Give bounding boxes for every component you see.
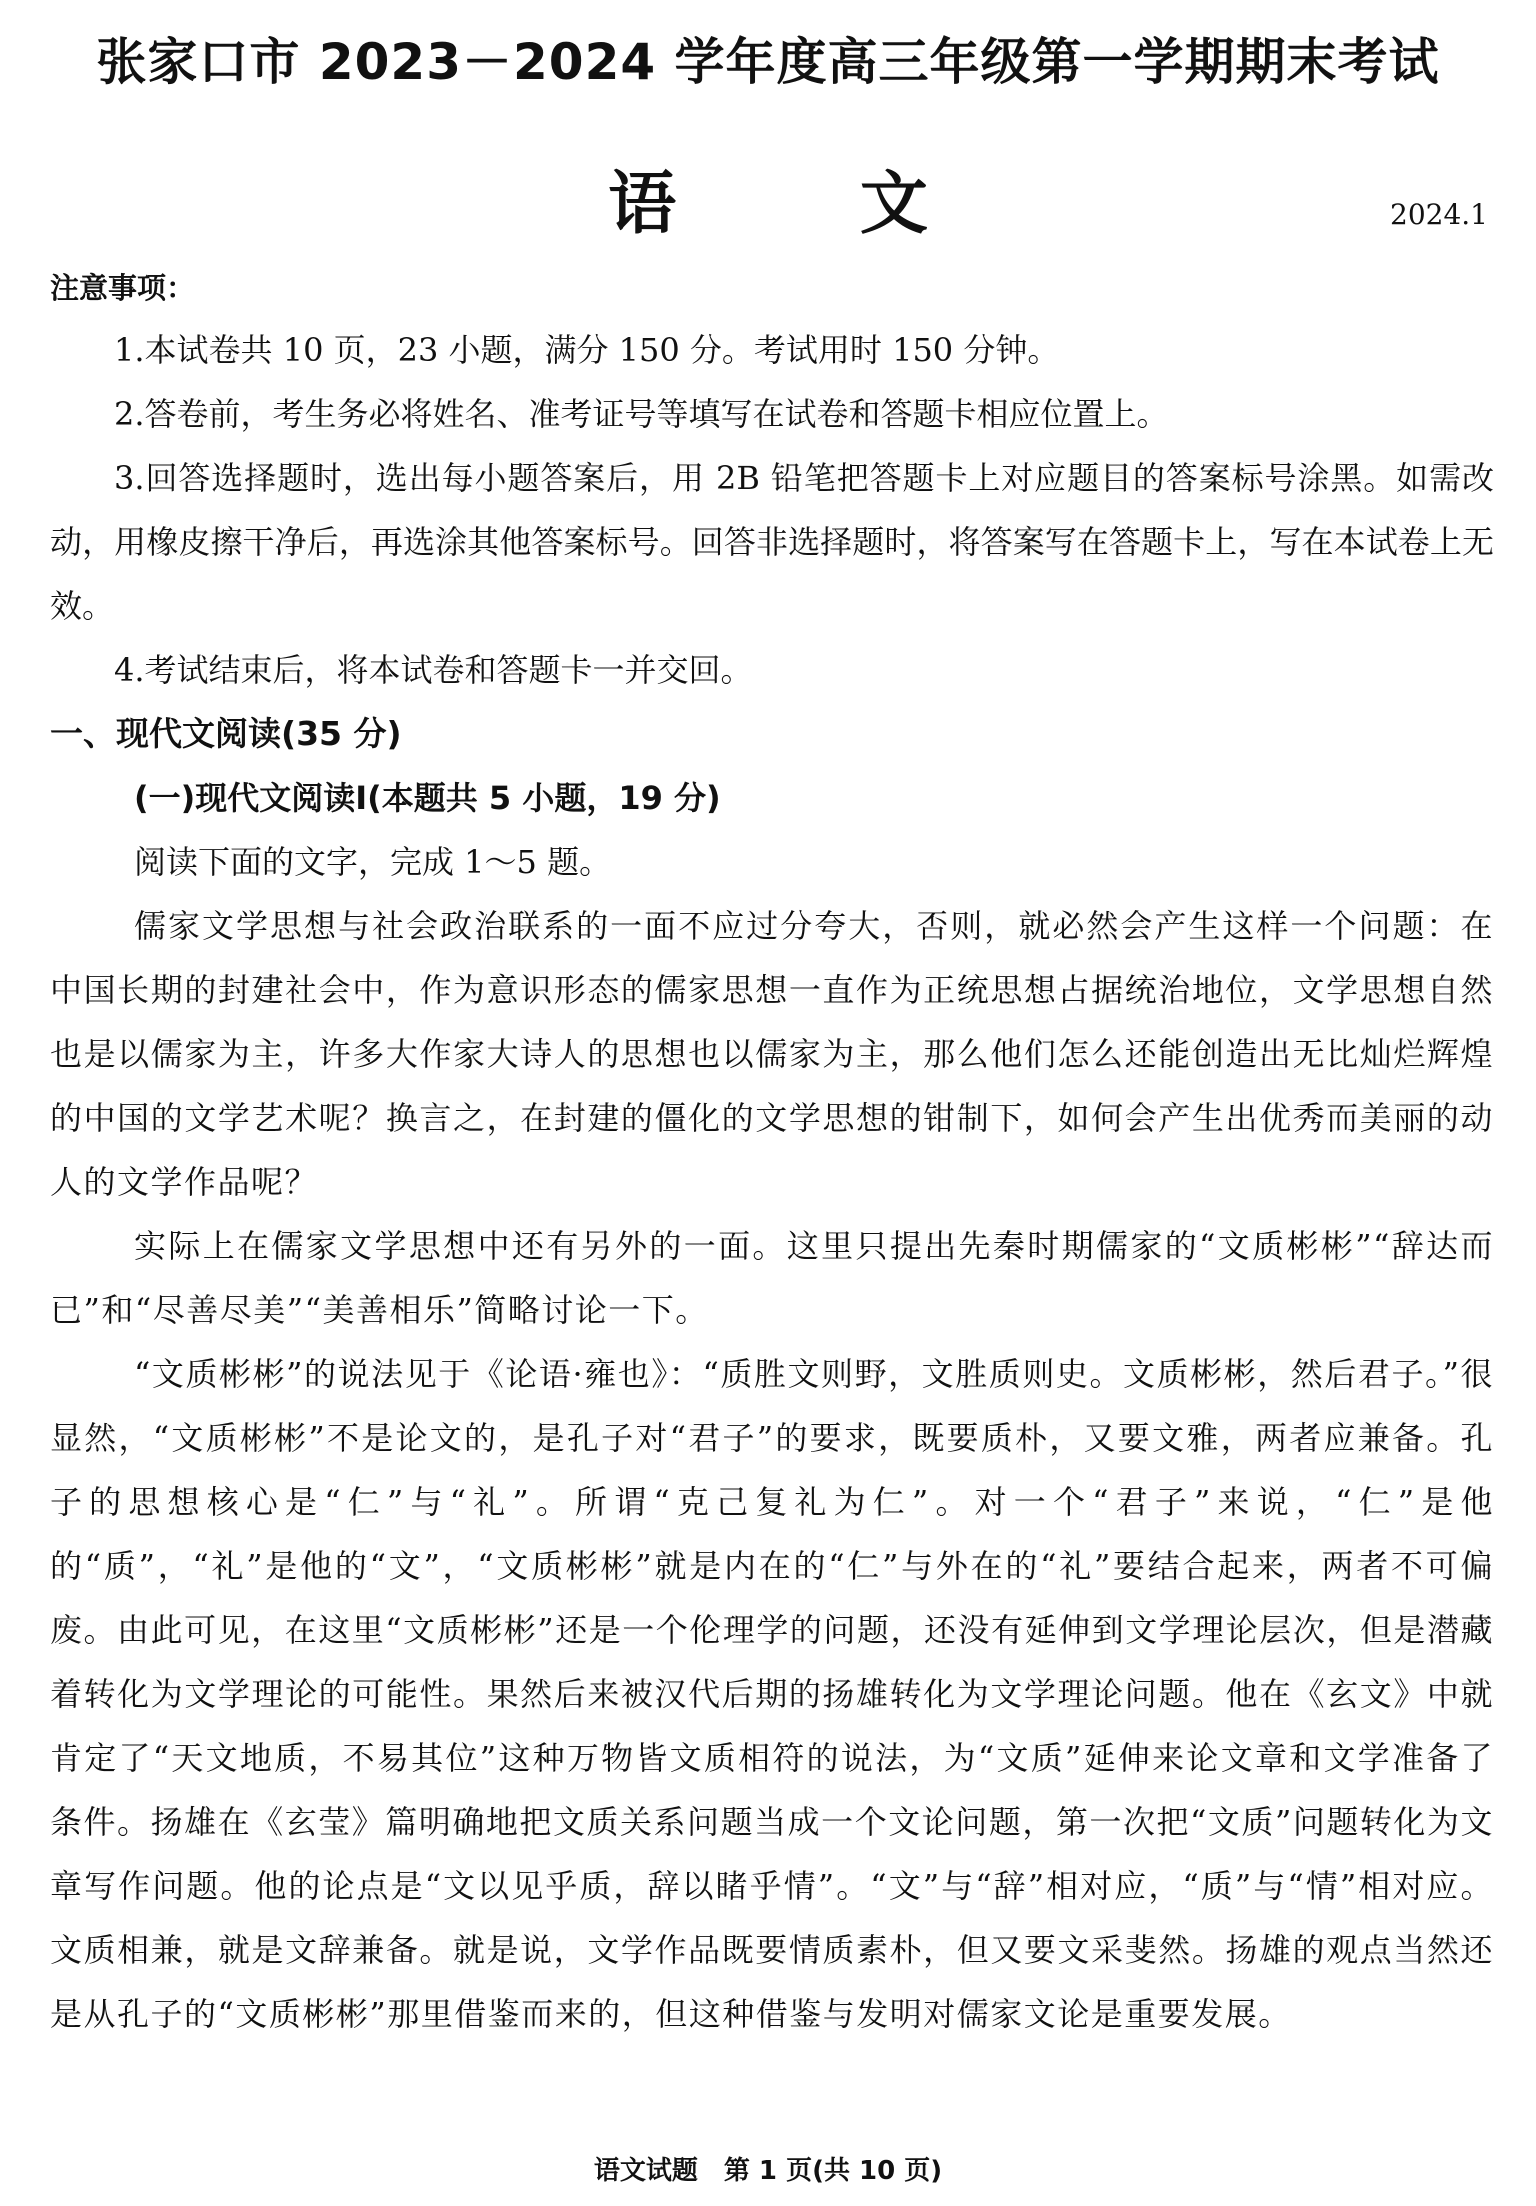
notice-item-4: 4.考试结束后，将本试卷和答题卡一并交回。 xyxy=(114,651,753,689)
section-heading: 一、现代文阅读(35 分) xyxy=(50,714,402,753)
section-subheading: (一)现代文阅读Ⅰ(本题共 5 小题，19 分) xyxy=(134,779,721,817)
exam-date: 2024.1 xyxy=(1390,198,1488,231)
reading-instruction: 阅读下面的文字，完成 1～5 题。 xyxy=(134,843,612,881)
notice-item-3: 3.回答选择题时，选出每小题答案后，用 2B 铅笔把答题卡上对应题目的答案标号涂黑。如需改动，用橡皮擦干净后，再选涂其他答案标号。回答非选择题时，将答案写在答题卡上，写在本试卷上无效。 xyxy=(50,459,1494,625)
page-footer: 语文试题 第 1 页(共 10 页) xyxy=(593,2156,943,2186)
subject-title: 语 文 xyxy=(608,165,1008,244)
passage-paragraph-1: 儒家文学思想与社会政治联系的一面不应过分夸大，否则，就必然会产生这样一个问题：在中国长期的封建社会中，作为意识形态的儒家思想一直作为正统思想占据统治地位，文学思想自然也是以儒家为主，许多大作家大诗人的思想也以儒家为主，那么他们怎么还能创造出无比灿烂辉煌的中国的文学艺术呢？换言之，在封建的僵化的文学思想的钳制下，如何会产生出优秀而美丽的动人的文学作品呢？ xyxy=(50,907,1494,1201)
passage-paragraph-3: “文质彬彬”的说法见于《论语·雍也》：“质胜文则野，文胜质则史。文质彬彬，然后君子。”很显然，“文质彬彬”不是论文的，是孔子对“君子”的要求，既要质朴，又要文雅，两者应兼备。孔子的思想核心是“仁”与“礼”。所谓“克己复礼为仁”。对一个“君子”来说，“仁”是他的“质”，“礼”是他的“文”，“文质彬彬”就是内在的“仁”与外在的“礼”要结合起来，两者不可偏废。由此可见，在这里“文质彬彬”还是一个伦理学的问题，还没有延伸到文学理论层次，但是潜藏着转化为文学理论的可能性。果然后来被汉代后期的扬雄转化为文学理论问题。他在《玄文》中就肯定了“天文地质，不易其位”这种万物皆文质相符的说法，为“文质”延伸来论文章和文学准备了条件。扬雄在《玄莹》篇明确地把文质关系问题当成一个文论问题，第一次把“文质”问题转化为文章写作问题。他的论点是“文以见乎质，辞以睹乎情”。“文”与“辞”相对应，“质”与“情”相对应。文质相兼，就是文辞兼备。就是说，文学作品既要情质素朴，但又要文采斐然。扬雄的观点当然还是从孔子的“文质彬彬”那里借鉴而来的，但这种借鉴与发明对儒家文论是重要发展。 xyxy=(50,1355,1494,2033)
notice-item-2: 2.答卷前，考生务必将姓名、准考证号等填写在试卷和答题卡相应位置上。 xyxy=(114,395,1169,433)
notice-item-1: 1.本试卷共 10 页，23 小题，满分 150 分。考试用时 150 分钟。 xyxy=(114,331,1060,369)
page-content xyxy=(50,262,1494,2046)
notice-heading: 注意事项： xyxy=(50,271,196,305)
passage-paragraph-2: 实际上在儒家文学思想中还有另外的一面。这里只提出先秦时期儒家的“文质彬彬”“辞达而已”和“尽善尽美”“美善相乐”简略讨论一下。 xyxy=(50,1227,1494,1329)
exam-title: 张家口市 2023－2024 学年度高三年级第一学期期末考试 xyxy=(96,33,1440,91)
